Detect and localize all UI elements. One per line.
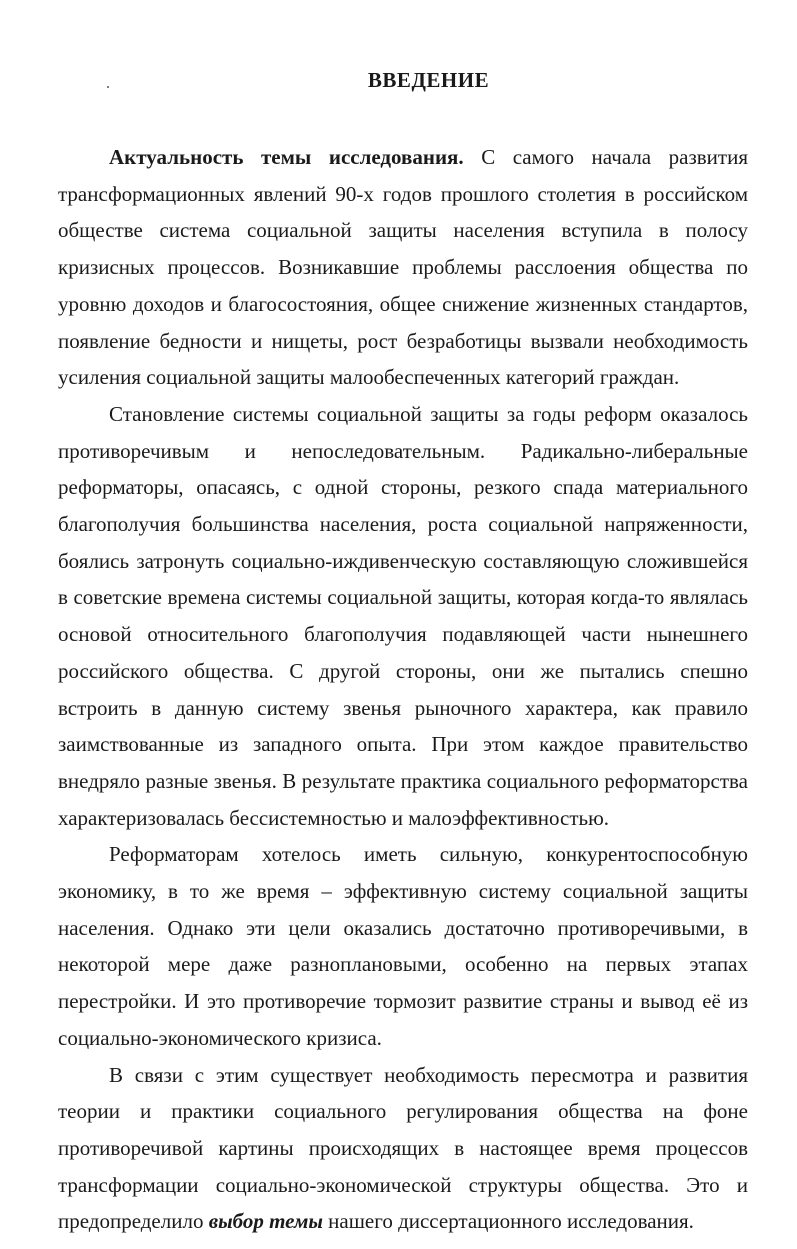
relevance-lead: Актуальность темы исследования. [109, 145, 464, 169]
paragraph-reformers: Реформаторам хотелось иметь сильную, конкурентоспособную экономику, в то же время – эффективную систему социальной защиты населения. Однако эти цели оказались достаточно противоречивыми, в некоторой мере даже разноплановыми, особенно на первых этапах перестройки. И это противоречие тормозит развитие страны и вывод её из социально-экономического кризиса. [58, 842, 748, 1050]
paragraph-relevance [58, 139, 748, 396]
body-text [58, 139, 748, 1240]
paragraph-topic-choice [58, 1057, 748, 1241]
topic-text-after: нашего диссертационного исследования. [322, 1209, 694, 1234]
topic-text-before: В связи с этим существует необходимость пересмотра и развития теории и практики социального регулирования общества на фоне противоречивой картины происходящих в настоящее время процессов трансформации социально-экономической структуры общества. Это и предопределило [58, 1062, 748, 1234]
relevance-text: С самого начала развития трансформационных явлений 90-х годов прошлого столетия в российском обществе система социальной защиты населения вступила в полосу кризисных процессов. Возникавшие проблемы расслоения общества по уровню доходов и благосостояния, общее снижение жизненных стандартов, появление бедности и нищеты, рост безработицы вызвали необходимость усиления социальной защиты малообеспеченных категорий граждан. [58, 145, 748, 390]
paragraph-formation: Становление системы социальной защиты за годы реформ оказалось противоречивым и непоследовательным. Радикально-либеральные реформаторы, опасаясь, с одной стороны, резкого спада материального благополучия большинства населения, роста социальной напряженности, боялись затронуть социально-иждивенческую составляющую сложившейся в советские времена системы социальной защиты, которая когда-то являлась основой относительного благополучия подавляющей части нынешнего российского общества. С другой стороны, они же пытались спешно встроить в данную систему звенья рыночного характера, как правило заимствованные из западного опыта. При этом каждое правительство внедряло разные звенья. В результате практика социального реформаторства характеризовалась бессистемностью и малоэффективностью. [58, 401, 748, 830]
topic-emphasis: выбор темы [208, 1209, 323, 1234]
page-title: ВВЕДЕНИЕ [367, 68, 490, 92]
